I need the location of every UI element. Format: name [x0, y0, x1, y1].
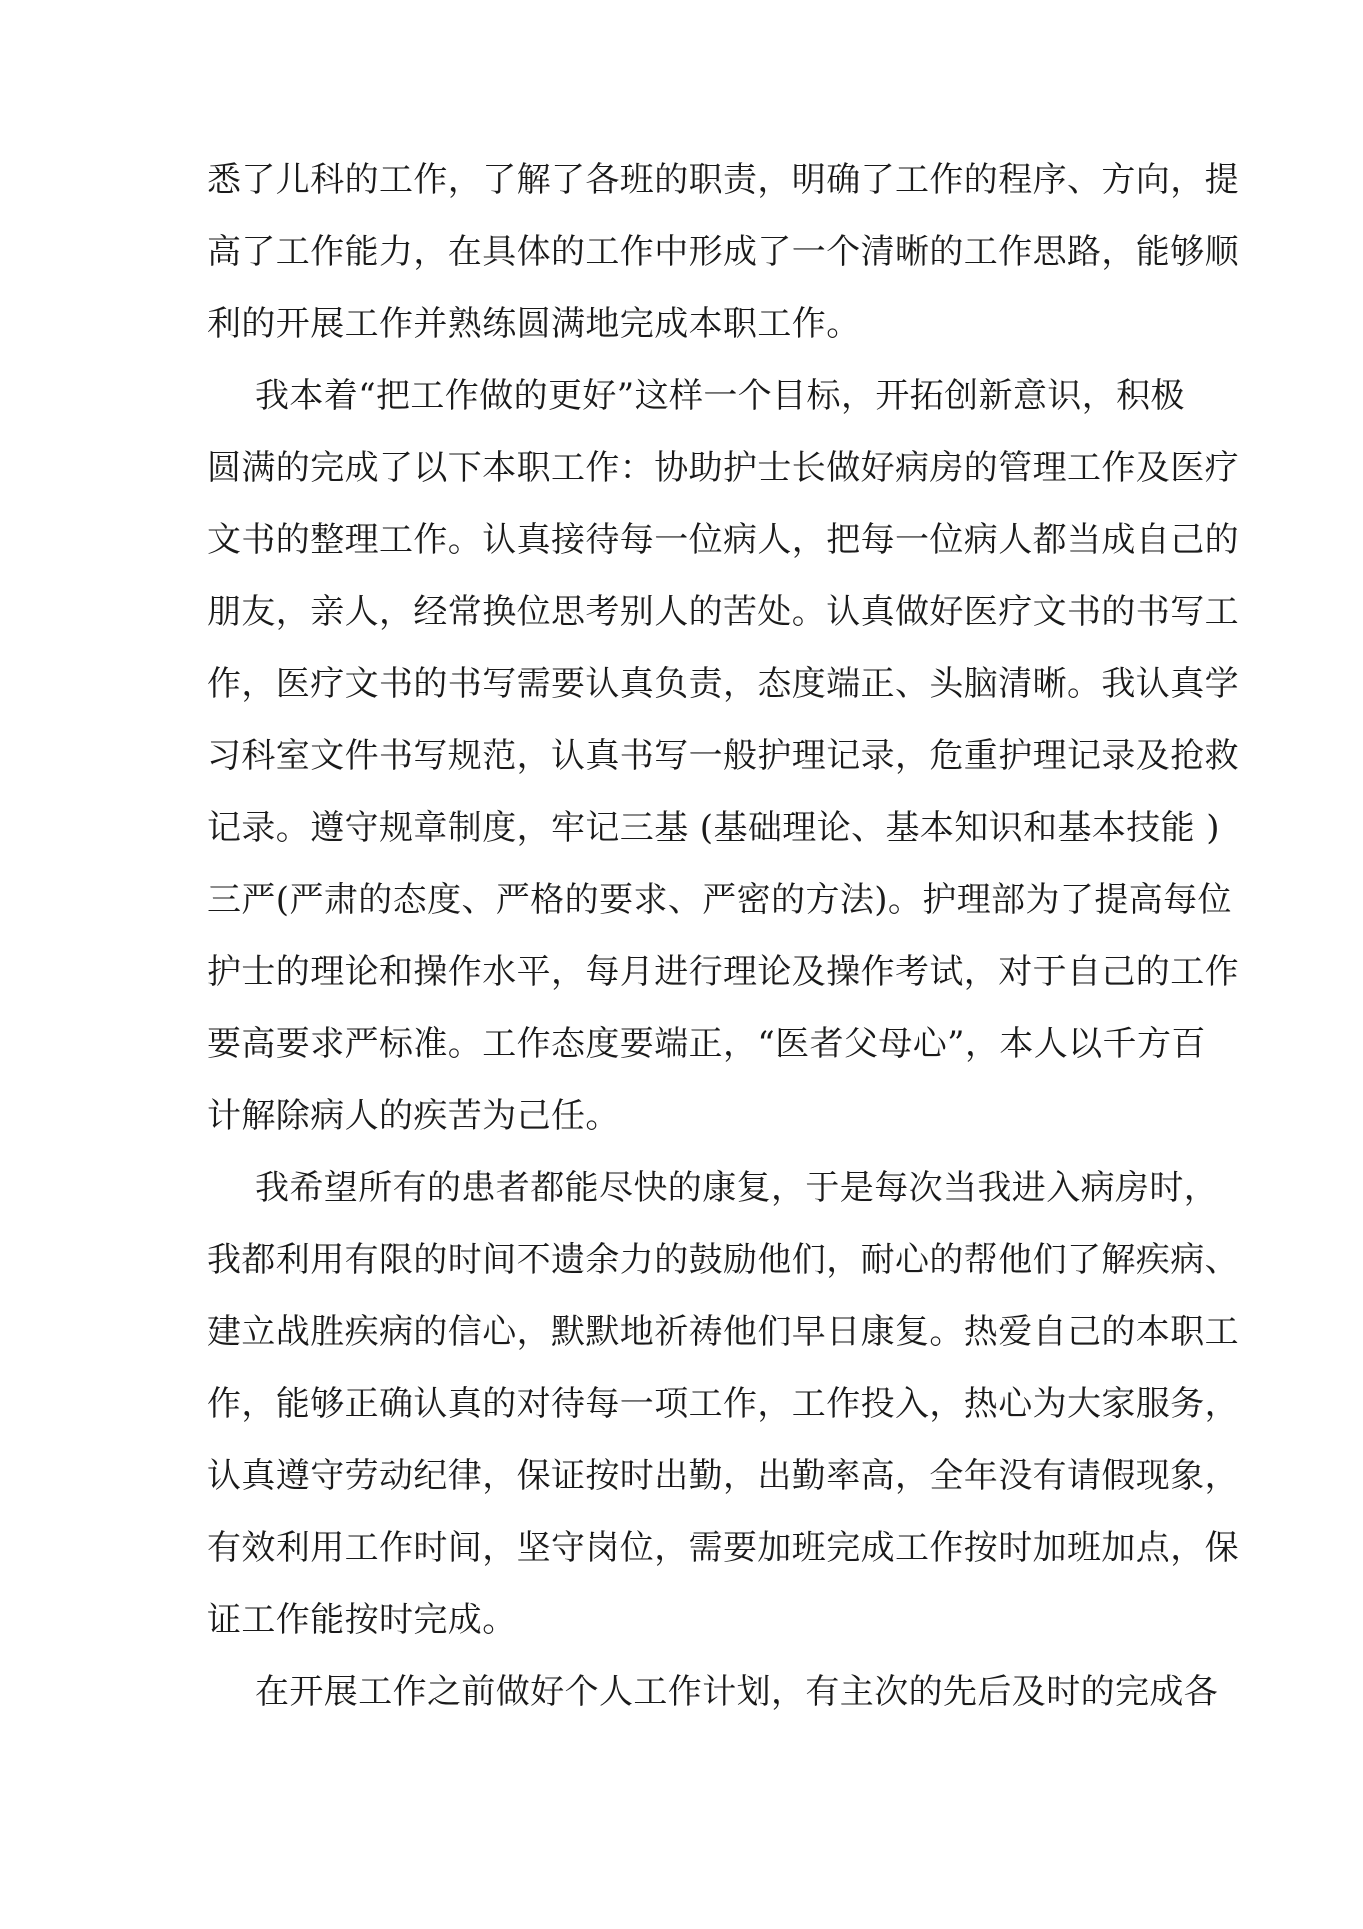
text-line: 文书的整理工作。认真接待每一位病人，把每一位病人都当成自己的 [207, 520, 1239, 560]
text-line: 护士的理论和操作水平，每月进行理论及操作考试，对于自己的工作 [207, 952, 1239, 992]
paragraph-4 [207, 1656, 1219, 1728]
text-line: 悉了儿科的工作，了解了各班的职责，明确了工作的程序、方向，提 [207, 160, 1239, 200]
paragraph-2 [207, 360, 1239, 1152]
text-line: 建立战胜疾病的信心，默默地祈祷他们早日康复。热爱自己的本职工 [207, 1312, 1239, 1352]
paragraph-3 [207, 1152, 1239, 1656]
text-line: 我希望所有的患者都能尽快的康复，于是每次当我进入病房时， [255, 1168, 1219, 1208]
paragraph-1 [207, 144, 1239, 360]
text-line: 习科室文件书写规范，认真书写一般护理记录，危重护理记录及抢救 [207, 736, 1239, 776]
text-line: 三严(严肃的态度、严格的要求、严密的方法)。护理部为了提高每位 [207, 880, 1232, 920]
text-line: 朋友，亲人，经常换位思考别人的苦处。认真做好医疗文书的书写工 [207, 592, 1239, 632]
text-line: 我本着“把工作做的更好”这样一个目标，开拓创新意识，积极 [255, 376, 1185, 416]
text-line: 我都利用有限的时间不遗余力的鼓励他们，耐心的帮他们了解疾病、 [207, 1240, 1239, 1280]
text-line: 证工作能按时完成。 [207, 1600, 517, 1640]
text-line: 作，医疗文书的书写需要认真负责，态度端正、头脑清晰。我认真学 [207, 664, 1239, 704]
text-line: 记录。遵守规章制度，牢记三基 (基础理论、基本知识和基本技能 ) [207, 808, 1220, 848]
text-line: 圆满的完成了以下本职工作：协助护士长做好病房的管理工作及医疗 [207, 448, 1239, 488]
text-line: 高了工作能力，在具体的工作中形成了一个清晰的工作思路，能够顺 [207, 232, 1239, 272]
text-line: 要高要求严标准。工作态度要端正，“医者父母心”，本人以千方百 [207, 1024, 1206, 1064]
text-line: 有效利用工作时间，坚守岗位，需要加班完成工作按时加班加点，保 [207, 1528, 1239, 1568]
text-line: 计解除病人的疾苦为己任。 [207, 1096, 620, 1136]
document-body [207, 144, 1239, 1728]
text-line: 在开展工作之前做好个人工作计划，有主次的先后及时的完成各 [255, 1672, 1219, 1712]
text-line: 利的开展工作并熟练圆满地完成本职工作。 [207, 304, 861, 344]
text-line: 认真遵守劳动纪律，保证按时出勤，出勤率高，全年没有请假现象， [207, 1456, 1239, 1496]
text-line: 作，能够正确认真的对待每一项工作，工作投入，热心为大家服务， [207, 1384, 1239, 1424]
